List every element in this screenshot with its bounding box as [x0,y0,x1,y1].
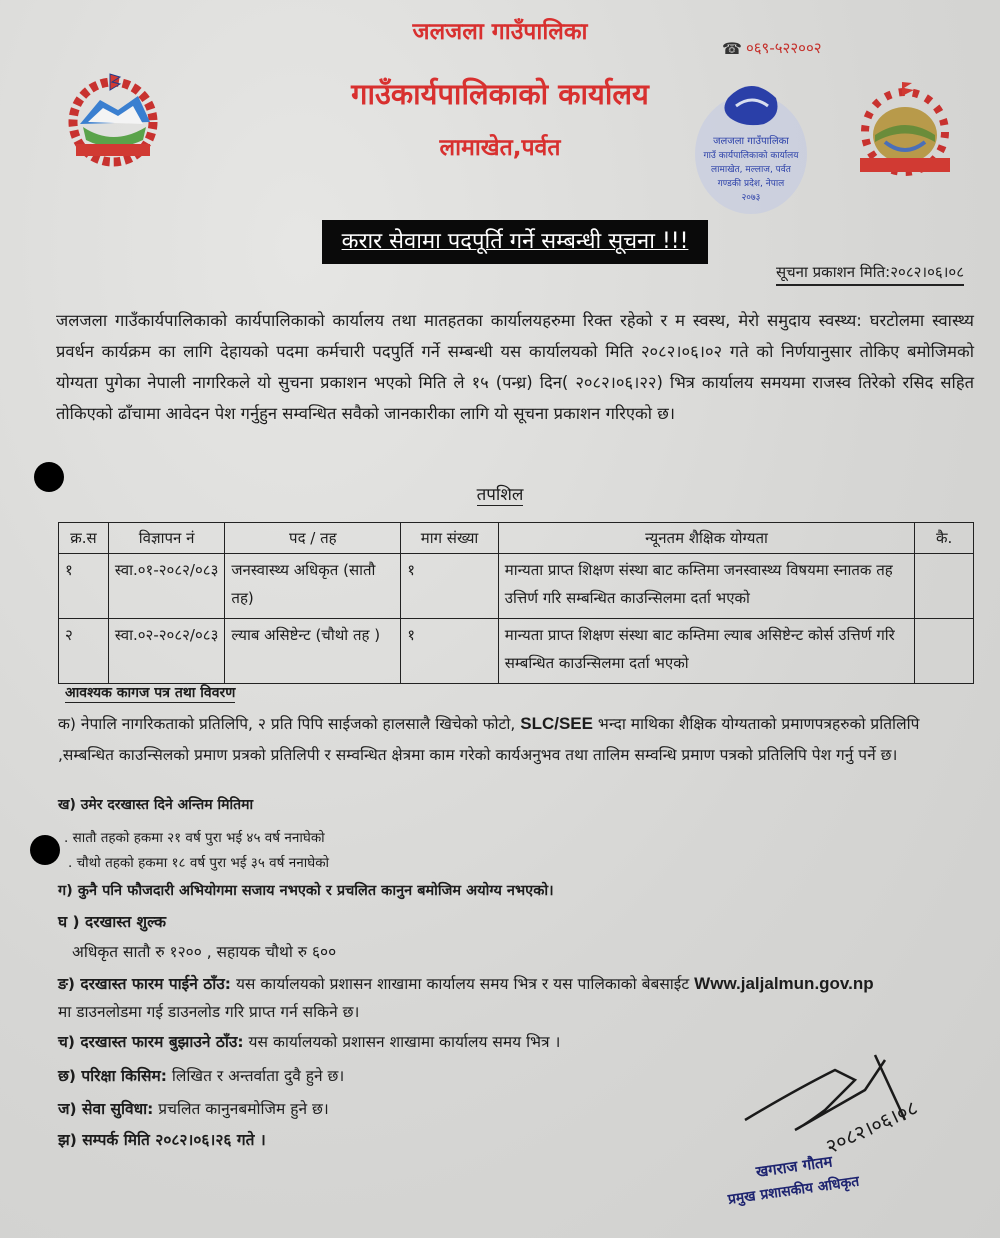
nga-label: ङ) दरखास्त फारम पाईने ठाँउ: [58,975,231,993]
schedule-table [58,522,974,684]
ja-text: प्रचलित कानुनबमोजिम हुने छ। [158,1100,329,1118]
signer-name: खगराज गौतम [754,1152,834,1181]
cell-ad-no: स्वा.०२-२०८२/०८३ [108,619,225,684]
cell-qualification: मान्यता प्राप्त शिक्षण संस्था बाट कम्तिमा जनस्वास्थ्य विषयमा स्नातक तह उत्तिर्ण गरि सम्बन्धित काउन्सिलमा दर्ता भएको [498,554,915,619]
column-header: विज्ञापन नं [108,523,225,554]
ka-text-1: क) नेपालि नागरिकताको प्रतिलिपि, २ प्रति पिपि साईजको हालसालै खिचेको फोटो, [58,715,516,733]
notice-title: करार सेवामा पदपूर्ति गर्ने सम्बन्धी सूचना !!! [322,220,708,264]
stamp-line-4: गण्डकी प्रदेश, नेपाल [717,179,785,189]
phone-number [722,38,822,58]
notice-body: जलजला गाउँकार्यपालिकाको कार्यपालिकाको कार्यालय तथा मातहतका कार्यालयहरुमा रिक्त रहेको र म स्वस्थ, मेरो समुदाय स्वस्थ्य: घरटोलमा स्वास्थ्य प्रवर्धन कार्यक्रम का लागि देहायको पदमा कर्मचारी पदपुर्ति गर्ने सम्बन्धी यस कार्यालयको मिति २०८२।०६।०२ गते को निर्णयानुसार तोकिए बमोजिमको योग्यता पुगेका नेपाली नागरिकले यो सुचना प्रकाशन भएको मिति ले १५ (पन्ध्र) दिन( २०८२।०६।२२) भित्र कार्यालय समयमा राजस्व तिरेको रसिद सहित तोकिएको ढाँचामा आवेदन पेश गर्नुहुन सम्वन्धित सवैको जानकारीका लागि यो सूचना प्रकाशन गरिएको छ। [56,311,974,423]
punch-hole [30,835,60,865]
requirement-gha-heading: घ ) दरखास्त शुल्क [58,913,166,931]
requirement-ja [58,1097,329,1119]
requirement-jha: झ) सम्पर्क मिति २०८२।०६।२६ गते । [58,1131,266,1149]
chha-label: छ) परिक्षा किसिम: [58,1067,167,1085]
website-link[interactable]: Www.jaljalmun.gov.np [694,974,874,993]
phone-value: ०६९-५२२००२ [745,39,822,57]
ja-label: ज) सेवा सुविधा: [58,1100,154,1118]
requirements-heading: आवश्यक कागज पत्र तथा विवरण [65,685,236,701]
cell-demand: १ [401,554,498,619]
requirement-cha [58,1030,560,1052]
publish-date: सूचना प्रकाशन मिति:२०८२।०६।०८ [776,262,964,286]
office-location: लामाखेत,पर्वत [439,135,561,161]
cha-label: च) दरखास्त फारम बुझाउने ठाँउ: [58,1033,244,1051]
stamp-line-3: लामाखेत, मल्लाज, पर्वत [711,165,791,175]
schedule-heading [0,482,1000,505]
age-item: . सातौ तहको हकमा २१ वर्ष पुरा भई ४५ वर्ष ननाघेको [64,830,325,846]
fee-value: अधिकृत सातौ रु १२०० , सहायक चौथो रु ६०० [72,943,337,961]
telephone-icon: ☎ [722,38,742,58]
cha-text: यस कार्यालयको प्रशासन शाखामा कार्यालय समय भित्र । [248,1033,561,1051]
stamp-line-2: गाउँ कार्यपालिकाको कार्यालय [703,151,799,161]
table-row [59,619,974,684]
cell-remarks [915,619,974,684]
cell-demand: १ [401,619,498,684]
column-header: पद / तह [225,523,401,554]
column-header: कै. [915,523,974,554]
requirement-ga: ग) कुनै पनि फौजदारी अभियोगमा सजाय नभएको र प्रचलित कानुन बमोजिम अयोग्य नभएको। [58,883,554,899]
cell-ad-no: स्वा.०१-२०८२/०८३ [108,554,225,619]
requirement-ka [58,708,976,771]
requirement-nga [58,972,978,994]
cell-sn: २ [59,619,109,684]
ka-slc-see: SLC/SEE [520,714,593,733]
schedule-title: तपशिल [476,485,524,505]
requirement-nga-cont: मा डाउनलोडमा गई डाउनलोड गरि प्राप्त गर्न सकिने छ। [58,1003,360,1021]
cell-post: ल्याब असिष्टेन्ट (चौथो तह ) [225,619,401,684]
signature-date: २०८२।०६।०८ [821,1095,922,1159]
chha-text: लिखित र अन्तर्वाता दुवै हुने छ। [171,1067,345,1085]
cell-post: जनस्वास्थ्य अधिकृत (सातौ तह) [225,554,401,619]
office-name: गाउँकार्यपालिकाको कार्यालय [351,77,649,111]
municipal-logo-icon [840,80,970,180]
requirement-chha [58,1064,344,1086]
municipality-name: जलजला गाउँपालिका [412,19,588,45]
nga-text: यस कार्यालयको प्रशासन शाखामा कार्यालय समय भित्र र यस पालिकाको बेबसाईट [235,975,690,993]
column-header: माग संख्या [401,523,498,554]
column-header: न्यूनतम शैक्षिक योग्यता [498,523,915,554]
stamp-line-1: जलजला गाउँपालिका [713,136,789,147]
signer-title: प्रमुख प्रशासकीय अधिकृत [726,1173,861,1208]
cell-remarks [915,554,974,619]
stamp-line-5: २०७३ [741,193,761,203]
table-row [59,554,974,619]
ka-text-2: भन्दा माथिका शैक्षिक योग्यताको प्रमाणपत्रहरुको प्रतिलिपि ,सम्बन्धित काउन्सिलको प्रमाण प्रत्रको प्रतिलिपी र सम्वन्धित क्षेत्रमा काम गरेको कार्यअनुभव तथा तालिम सम्वन्धि प्रमाण पत्रको प्रतिलिपि पेश गर्नु पर्ने छ। [58,715,920,764]
table-header-row [59,523,974,554]
cell-sn: १ [59,554,109,619]
requirement-kha-heading: ख) उमेर दरखास्त दिने अन्तिम मितिमा [58,797,254,813]
office-stamp-icon [692,66,810,216]
cell-qualification: मान्यता प्राप्त शिक्षण संस्था बाट कम्तिमा ल्याब असिष्टेन्ट कोर्स उत्तिर्ण गरि सम्बन्धित काउन्सिलमा दर्ता भएको [498,619,915,684]
column-header: क्र.स [59,523,109,554]
signature-icon [735,1050,975,1160]
age-item: . चौथो तहको हकमा १८ वर्ष पुरा भई ३५ वर्ष ननाघेको [68,855,330,871]
